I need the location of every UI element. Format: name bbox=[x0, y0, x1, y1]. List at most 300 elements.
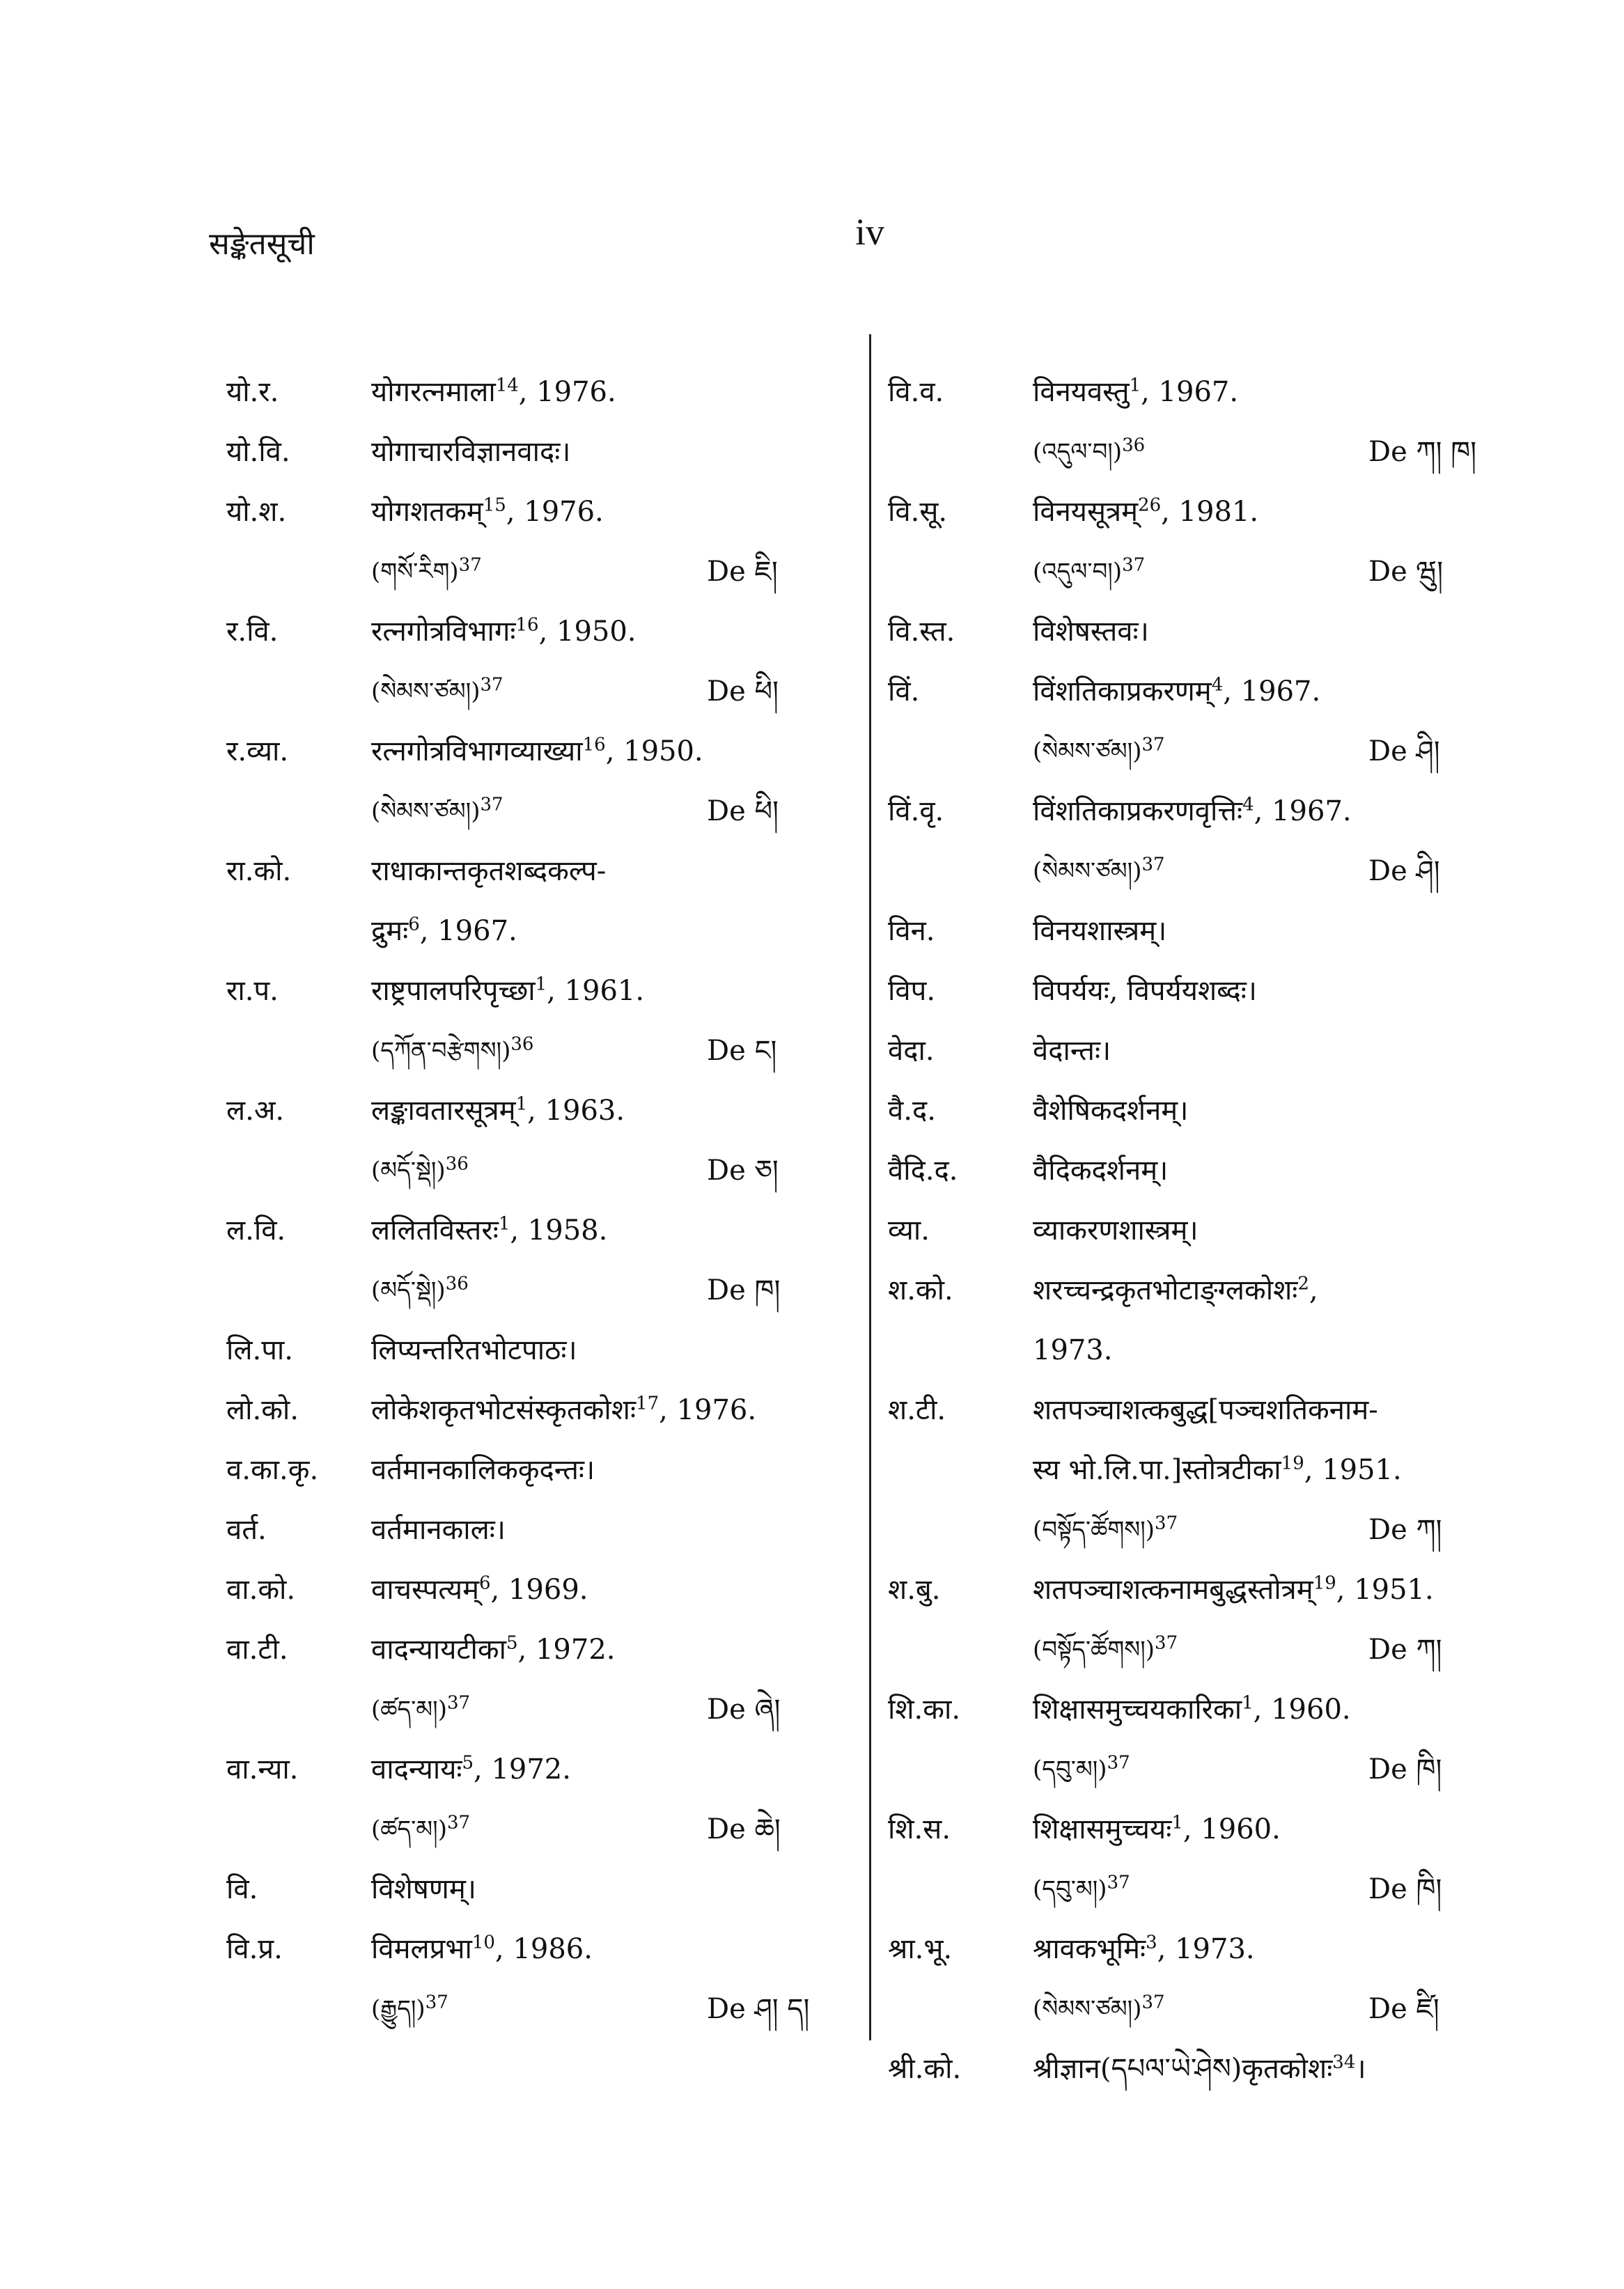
reference-superscript: 37 bbox=[1107, 1752, 1130, 1774]
reference-superscript: 37 bbox=[446, 1692, 471, 1714]
abbreviation-entry bbox=[226, 1440, 853, 1500]
entry-line bbox=[888, 781, 1515, 841]
abbreviation: श.टी. bbox=[888, 1394, 946, 1426]
expansion-text bbox=[371, 602, 637, 662]
derge-volume-ref: De ཀ། bbox=[1368, 1634, 1442, 1666]
expansion-main: लोकेशकृतभोटसंस्कृतकोशः bbox=[371, 1394, 637, 1426]
reference-superscript: 37 bbox=[1141, 1992, 1165, 2013]
tibetan-section bbox=[371, 542, 482, 602]
abbreviation-entry bbox=[888, 662, 1515, 781]
expansion-text bbox=[1033, 1919, 1255, 1979]
entry-line bbox=[226, 1680, 853, 1740]
tibetan-section bbox=[1033, 1740, 1130, 1799]
expansion-text bbox=[1033, 1081, 1188, 1141]
year-suffix: , 1972. bbox=[517, 1634, 616, 1666]
abbreviation-entry bbox=[888, 1260, 1515, 1380]
abbreviation: वि.सू. bbox=[888, 496, 948, 528]
entry-line bbox=[888, 422, 1515, 482]
abbreviation: विन. bbox=[888, 915, 935, 947]
derge-volume-ref: De ཤི། bbox=[1368, 735, 1440, 767]
entry-line bbox=[226, 542, 853, 602]
expansion-text bbox=[371, 1859, 476, 1919]
abbreviation: वि.स्त. bbox=[888, 616, 955, 648]
derge-volume-ref: De ཤ། ད། bbox=[707, 1993, 810, 2025]
abbreviation-entry bbox=[888, 1081, 1515, 1141]
expansion-text bbox=[371, 1620, 616, 1680]
abbreviation-entry bbox=[888, 961, 1515, 1021]
entry-line bbox=[888, 721, 1515, 781]
derge-volume-ref: De ཝུ། bbox=[1368, 556, 1444, 588]
entry-line bbox=[226, 1919, 853, 1979]
derge-volume-ref: De ཆེ། bbox=[707, 1813, 781, 1845]
expansion-main: विनयसूत्रम् bbox=[1033, 496, 1139, 528]
expansion-main: (ཚད་མ།) bbox=[371, 1815, 447, 1843]
abbreviation: ल.वि. bbox=[226, 1214, 286, 1247]
abbreviation-entry bbox=[226, 1201, 853, 1320]
reference-superscript: 26 bbox=[1138, 494, 1162, 516]
entry-line bbox=[888, 1740, 1515, 1799]
expansion-text bbox=[1033, 1021, 1111, 1081]
expansion-main: वादन्यायः bbox=[371, 1753, 462, 1786]
abbreviation: श.बु. bbox=[888, 1574, 941, 1606]
abbreviation-entry bbox=[888, 901, 1515, 961]
reference-superscript: 37 bbox=[1155, 1632, 1178, 1654]
expansion-main: शिक्षासमुच्चयकारिका bbox=[1033, 1694, 1242, 1726]
entry-line bbox=[888, 1919, 1515, 1979]
derge-volume-ref: De ཁི། bbox=[1368, 1753, 1442, 1786]
expansion-main: व्याकरणशास्त्रम्। bbox=[1033, 1214, 1199, 1247]
reference-superscript: 1 bbox=[498, 1213, 510, 1235]
reference-superscript: 37 bbox=[480, 794, 503, 815]
expansion-main: (གསོ་རིག) bbox=[371, 558, 459, 586]
reference-superscript: 16 bbox=[515, 614, 539, 636]
expansion-text bbox=[371, 1320, 577, 1380]
entry-line bbox=[226, 1799, 853, 1859]
abbreviation-entry bbox=[226, 1380, 853, 1440]
expansion-main: शतपञ्चाशत्कबुद्ध[पञ्चशतिकनाम- bbox=[1033, 1394, 1378, 1426]
tibetan-section bbox=[371, 662, 503, 721]
abbreviation-entry bbox=[226, 841, 853, 961]
abbreviation: व्या. bbox=[888, 1214, 930, 1247]
expansion-main: रत्नगोत्रविभागः bbox=[371, 616, 516, 648]
abbreviation: वर्त. bbox=[226, 1514, 267, 1546]
abbreviation-entry bbox=[226, 1081, 853, 1201]
reference-superscript: 37 bbox=[1141, 854, 1165, 875]
expansion-main: (འདུལ་བ།) bbox=[1033, 438, 1123, 466]
tibetan-section bbox=[1033, 1620, 1178, 1680]
reference-superscript: 6 bbox=[408, 914, 420, 935]
expansion-main: (འདུལ་བ།) bbox=[1033, 558, 1123, 586]
abbreviation: यो.श. bbox=[226, 496, 287, 528]
abbreviation: वैदि.द. bbox=[888, 1155, 958, 1187]
entry-line bbox=[888, 542, 1515, 602]
reference-superscript: 1 bbox=[1242, 1692, 1254, 1714]
entry-line bbox=[888, 662, 1515, 721]
year-suffix: , 1986. bbox=[494, 1933, 593, 1965]
tibetan-section bbox=[1033, 1859, 1130, 1919]
expansion-main: ललितविस्तरः bbox=[371, 1214, 499, 1247]
right-abbreviation-column bbox=[888, 362, 1515, 2099]
abbreviation: वि. bbox=[226, 1873, 258, 1905]
entry-line bbox=[888, 362, 1515, 422]
expansion-main: रत्नगोत्रविभागव्याख्या bbox=[371, 735, 583, 767]
expansion-text bbox=[1033, 1799, 1281, 1859]
year-suffix: , 1960. bbox=[1253, 1694, 1351, 1726]
abbreviation-entry bbox=[888, 1021, 1515, 1081]
expansion-text bbox=[1033, 781, 1352, 841]
expansion-text bbox=[371, 901, 517, 961]
expansion-main: (ཚད་མ།) bbox=[371, 1696, 447, 1724]
abbreviation: रा.प. bbox=[226, 975, 279, 1007]
expansion-text bbox=[1033, 1201, 1199, 1260]
expansion-main: वैदिकदर्शनम्। bbox=[1033, 1155, 1169, 1187]
expansion-text bbox=[1033, 602, 1149, 662]
reference-superscript: 36 bbox=[510, 1033, 534, 1055]
year-suffix: , 1972. bbox=[474, 1753, 571, 1786]
expansion-text bbox=[1033, 2039, 1366, 2099]
expansion-main: श्रावकभूमिः bbox=[1033, 1933, 1146, 1965]
derge-volume-ref: De ཤི། bbox=[1368, 855, 1440, 887]
entry-line bbox=[888, 1979, 1515, 2039]
expansion-text bbox=[371, 1440, 595, 1500]
abbreviation-entry bbox=[226, 1740, 853, 1859]
abbreviation: वि.प्र. bbox=[226, 1933, 283, 1965]
entry-line bbox=[226, 662, 853, 721]
year-suffix: , bbox=[1309, 1274, 1318, 1306]
year-suffix: , 1951. bbox=[1336, 1574, 1434, 1606]
entry-line bbox=[888, 1560, 1515, 1620]
entry-line bbox=[888, 1380, 1515, 1440]
expansion-main: (བསྟོད་ཚོགས།) bbox=[1033, 1636, 1155, 1664]
year-suffix: , 1967. bbox=[1254, 795, 1352, 827]
reference-superscript: 1 bbox=[515, 1093, 528, 1115]
tibetan-section bbox=[1033, 542, 1145, 602]
page-number: iv bbox=[855, 211, 885, 253]
entry-line bbox=[226, 781, 853, 841]
abbreviation-entry bbox=[888, 1141, 1515, 1201]
derge-volume-ref: De ཁ། bbox=[707, 1274, 781, 1306]
expansion-text bbox=[1033, 961, 1257, 1021]
entry-line bbox=[888, 1500, 1515, 1560]
abbreviation: वि.व. bbox=[888, 376, 944, 408]
abbreviation: वेदा. bbox=[888, 1035, 935, 1067]
entry-line bbox=[226, 721, 853, 781]
entry-line bbox=[226, 841, 853, 901]
derge-volume-ref: De ང། bbox=[707, 1035, 777, 1067]
tibetan-section bbox=[1033, 841, 1165, 901]
abbreviation-entry bbox=[226, 1919, 853, 2039]
expansion-main: लङ्कावतारसूत्रम् bbox=[371, 1095, 516, 1127]
expansion-text bbox=[1033, 1440, 1402, 1500]
abbreviation: वा.टी. bbox=[226, 1634, 288, 1666]
abbreviation-entry bbox=[226, 1859, 853, 1919]
entry-line bbox=[888, 1799, 1515, 1859]
abbreviation: रा.को. bbox=[226, 855, 292, 887]
expansion-main: लिप्यन्तरितभोटपाठः। bbox=[371, 1334, 577, 1366]
running-header: सङ्केतसूची bbox=[209, 226, 315, 262]
expansion-main: शतपञ्चाशत्कनामबुद्धस्तोत्रम् bbox=[1033, 1574, 1313, 1606]
abbreviation: वा.न्या. bbox=[226, 1753, 299, 1786]
tibetan-section bbox=[371, 1680, 470, 1740]
abbreviation: विं. bbox=[888, 675, 920, 708]
entry-line bbox=[888, 1620, 1515, 1680]
reference-superscript: 5 bbox=[462, 1752, 474, 1774]
entry-line bbox=[226, 1081, 853, 1141]
abbreviation: वा.को. bbox=[226, 1574, 296, 1606]
reference-superscript: 19 bbox=[1313, 1572, 1336, 1594]
abbreviation-entry bbox=[888, 1680, 1515, 1799]
entry-line bbox=[226, 1560, 853, 1620]
tibetan-section bbox=[371, 1021, 533, 1081]
year-suffix: , 1951. bbox=[1304, 1454, 1402, 1486]
entry-line bbox=[226, 1021, 853, 1081]
entry-line bbox=[888, 602, 1515, 662]
tibetan-section bbox=[371, 1141, 469, 1201]
expansion-main: वर्तमानकालः। bbox=[371, 1514, 506, 1546]
expansion-text bbox=[371, 1740, 571, 1799]
expansion-main: योगशतकम् bbox=[371, 496, 483, 528]
expansion-text bbox=[371, 1560, 588, 1620]
expansion-main: वादन्यायटीका bbox=[371, 1634, 506, 1666]
entry-line bbox=[226, 1320, 853, 1380]
expansion-text bbox=[1033, 1560, 1434, 1620]
abbreviation-entry bbox=[888, 602, 1515, 662]
tibetan-section bbox=[1033, 1979, 1165, 2039]
expansion-main: योगरत्नमाला bbox=[371, 376, 496, 408]
reference-superscript: 1 bbox=[1171, 1812, 1183, 1834]
abbreviation-entry bbox=[888, 362, 1515, 482]
abbreviation-entry bbox=[888, 1919, 1515, 2039]
entry-line bbox=[226, 901, 853, 961]
entry-line bbox=[888, 1021, 1515, 1081]
expansion-main: विनयशास्त्रम्। bbox=[1033, 915, 1167, 947]
entry-line bbox=[888, 1201, 1515, 1260]
reference-superscript: 36 bbox=[445, 1153, 469, 1175]
expansion-text bbox=[371, 1201, 607, 1260]
entry-line bbox=[888, 2039, 1515, 2099]
year-suffix: , 1981. bbox=[1161, 496, 1259, 528]
reference-superscript: 37 bbox=[425, 1992, 448, 2013]
entry-line bbox=[226, 961, 853, 1021]
expansion-main: विनयवस्तु bbox=[1033, 376, 1130, 408]
entry-line bbox=[888, 841, 1515, 901]
expansion-text bbox=[1033, 1141, 1168, 1201]
abbreviation-entry bbox=[226, 482, 853, 602]
reference-superscript: 19 bbox=[1281, 1453, 1304, 1474]
expansion-main: (སེམས་ཙམ།) bbox=[1033, 737, 1142, 765]
reference-superscript: 37 bbox=[1122, 554, 1146, 576]
reference-superscript: 37 bbox=[1107, 1872, 1130, 1893]
expansion-text bbox=[371, 841, 606, 901]
entry-line bbox=[226, 482, 853, 542]
entry-line bbox=[226, 1979, 853, 2039]
reference-superscript: 17 bbox=[636, 1393, 659, 1414]
expansion-main: श्रीज्ञान(དཔལ་ཡེ་ཤེས)कृतकोशः bbox=[1033, 2053, 1333, 2085]
abbreviation: व.का.कृ. bbox=[226, 1454, 319, 1486]
abbreviation: शि.का. bbox=[888, 1694, 961, 1726]
expansion-main: (བསྟོད་ཚོགས།) bbox=[1033, 1516, 1155, 1544]
abbreviation-entry bbox=[226, 1500, 853, 1560]
expansion-text bbox=[371, 422, 570, 482]
year-suffix: , 1976. bbox=[518, 376, 616, 408]
expansion-main: विमलप्रभा bbox=[371, 1933, 472, 1965]
expansion-main: योगाचारविज्ञानवादः। bbox=[371, 436, 571, 468]
abbreviation-entry bbox=[226, 1620, 853, 1740]
expansion-text bbox=[371, 721, 703, 781]
expansion-text bbox=[371, 1380, 756, 1440]
entry-line bbox=[226, 362, 853, 422]
abbreviation: शि.स. bbox=[888, 1813, 951, 1845]
entry-line bbox=[888, 1141, 1515, 1201]
year-suffix: , 1963. bbox=[527, 1095, 625, 1127]
abbreviation-entry bbox=[888, 482, 1515, 602]
expansion-main: स्य भो.लि.पा.]स्तोत्रटीका bbox=[1033, 1454, 1281, 1486]
abbreviation-entry bbox=[226, 1320, 853, 1380]
reference-superscript: 37 bbox=[1141, 734, 1165, 756]
expansion-main: विंशतिकाप्रकरणम् bbox=[1033, 675, 1212, 708]
abbreviation-entry bbox=[888, 781, 1515, 901]
derge-volume-ref: De ཕི། bbox=[707, 795, 779, 827]
tibetan-section bbox=[371, 1260, 469, 1320]
expansion-text bbox=[1033, 1320, 1113, 1380]
derge-volume-ref: De ཛི། bbox=[1368, 1993, 1439, 2025]
expansion-text bbox=[371, 482, 604, 542]
abbreviation: यो.र. bbox=[226, 376, 279, 408]
expansion-main: राधाकान्तकृतशब्दकल्प- bbox=[371, 855, 607, 887]
entry-line bbox=[226, 1141, 853, 1201]
reference-superscript: 4 bbox=[1211, 674, 1224, 696]
reference-superscript: 37 bbox=[480, 674, 503, 696]
abbreviation: र.वि. bbox=[226, 616, 279, 648]
abbreviation-entry bbox=[226, 362, 853, 422]
expansion-text bbox=[1033, 362, 1238, 422]
entry-line bbox=[226, 1201, 853, 1260]
entry-line bbox=[226, 1620, 853, 1680]
year-suffix: , 1950. bbox=[605, 735, 703, 767]
reference-superscript: 10 bbox=[471, 1932, 495, 1953]
entry-line bbox=[888, 1859, 1515, 1919]
derge-volume-ref: De ཀ། bbox=[1368, 1514, 1442, 1546]
entry-line bbox=[888, 961, 1515, 1021]
expansion-main: वाचस्पत्यम् bbox=[371, 1574, 479, 1606]
expansion-text bbox=[1033, 662, 1320, 721]
year-suffix: , 1967. bbox=[1223, 675, 1321, 708]
abbreviation-entry bbox=[226, 422, 853, 482]
abbreviation-entry bbox=[226, 961, 853, 1081]
reference-superscript: 5 bbox=[506, 1632, 518, 1654]
entry-line bbox=[226, 1380, 853, 1440]
abbreviation: विं.वृ. bbox=[888, 795, 944, 827]
reference-superscript: 14 bbox=[495, 375, 519, 396]
expansion-main: (རྒྱུད།) bbox=[371, 1995, 425, 2023]
column-divider bbox=[869, 334, 871, 2040]
abbreviation-entry bbox=[888, 1380, 1515, 1560]
abbreviation-entry bbox=[226, 1560, 853, 1620]
reference-superscript: 34 bbox=[1332, 2052, 1356, 2073]
year-suffix: , 1958. bbox=[510, 1214, 608, 1247]
expansion-main: 1973. bbox=[1033, 1334, 1113, 1366]
abbreviation: र.व्या. bbox=[226, 735, 289, 767]
abbreviation: श्रा.भू. bbox=[888, 1933, 953, 1965]
year-suffix: , 1969. bbox=[490, 1574, 588, 1606]
derge-volume-ref: De ཞེ། bbox=[707, 1694, 781, 1726]
expansion-main: विपर्ययः, विपर्ययशब्दः। bbox=[1033, 975, 1257, 1007]
year-suffix: , 1967. bbox=[419, 915, 517, 947]
year-suffix: । bbox=[1355, 2053, 1366, 2085]
abbreviation: वै.द. bbox=[888, 1095, 936, 1127]
expansion-text bbox=[371, 362, 616, 422]
expansion-main: (དབུ་མ།) bbox=[1033, 1756, 1107, 1783]
year-suffix: , 1960. bbox=[1182, 1813, 1281, 1845]
expansion-main: (མདོ་སྡེ།) bbox=[371, 1276, 446, 1304]
entry-line bbox=[226, 1740, 853, 1799]
abbreviation-entry bbox=[888, 1560, 1515, 1680]
year-suffix: , 1976. bbox=[659, 1394, 757, 1426]
expansion-text bbox=[1033, 901, 1166, 961]
derge-volume-ref: De ཁི། bbox=[1368, 1873, 1442, 1905]
entry-line bbox=[888, 901, 1515, 961]
abbreviation: यो.वि. bbox=[226, 436, 290, 468]
expansion-main: (སེམས་ཙམ།) bbox=[371, 678, 481, 705]
entry-line bbox=[888, 482, 1515, 542]
entry-line bbox=[226, 1500, 853, 1560]
expansion-main: वेदान्तः। bbox=[1033, 1035, 1111, 1067]
expansion-text bbox=[1033, 482, 1258, 542]
abbreviation-entry bbox=[888, 1799, 1515, 1919]
abbreviation-entry bbox=[226, 602, 853, 721]
expansion-text bbox=[371, 961, 644, 1021]
expansion-main: (མདོ་སྡེ།) bbox=[371, 1157, 446, 1185]
entry-line bbox=[226, 1440, 853, 1500]
reference-superscript: 16 bbox=[582, 734, 606, 756]
reference-superscript: 36 bbox=[1122, 435, 1146, 456]
expansion-text bbox=[371, 1919, 593, 1979]
expansion-main: (དབུ་མ།) bbox=[1033, 1875, 1107, 1903]
reference-superscript: 6 bbox=[479, 1572, 491, 1594]
tibetan-section bbox=[371, 781, 503, 841]
reference-superscript: 3 bbox=[1146, 1932, 1157, 1953]
derge-volume-ref: De ཅ། bbox=[707, 1155, 779, 1187]
reference-superscript: 37 bbox=[446, 1812, 471, 1834]
tibetan-section bbox=[371, 1799, 470, 1859]
tibetan-section bbox=[371, 1979, 448, 2039]
entry-line bbox=[888, 1320, 1515, 1380]
reference-superscript: 1 bbox=[1129, 375, 1141, 396]
expansion-text bbox=[1033, 1380, 1378, 1440]
expansion-main: द्रुमः bbox=[371, 915, 409, 947]
reference-superscript: 36 bbox=[445, 1273, 469, 1295]
reference-superscript: 15 bbox=[483, 494, 506, 516]
abbreviation: ल.अ. bbox=[226, 1095, 285, 1127]
derge-volume-ref: De ཕི། bbox=[707, 675, 779, 708]
expansion-main: (སེམས་ཙམ།) bbox=[1033, 1995, 1142, 2023]
expansion-main: विशेषस्तवः। bbox=[1033, 616, 1149, 648]
abbreviation: श्री.को. bbox=[888, 2053, 962, 2085]
reference-superscript: 1 bbox=[535, 974, 547, 995]
expansion-main: (དཀོན་བརྩེགས།) bbox=[371, 1037, 511, 1065]
entry-line bbox=[226, 422, 853, 482]
entry-line bbox=[888, 1260, 1515, 1320]
year-suffix: , 1967. bbox=[1141, 376, 1239, 408]
expansion-main: शिक्षासमुच्चयः bbox=[1033, 1813, 1172, 1845]
expansion-main: वैशेषिकदर्शनम्। bbox=[1033, 1095, 1189, 1127]
abbreviation: लो.को. bbox=[226, 1394, 299, 1426]
expansion-text bbox=[1033, 1680, 1351, 1740]
reference-superscript: 37 bbox=[458, 554, 482, 576]
expansion-main: विंशतिकाप्रकरणवृत्तिः bbox=[1033, 795, 1243, 827]
year-suffix: , 1973. bbox=[1157, 1933, 1255, 1965]
year-suffix: , 1950. bbox=[538, 616, 637, 648]
